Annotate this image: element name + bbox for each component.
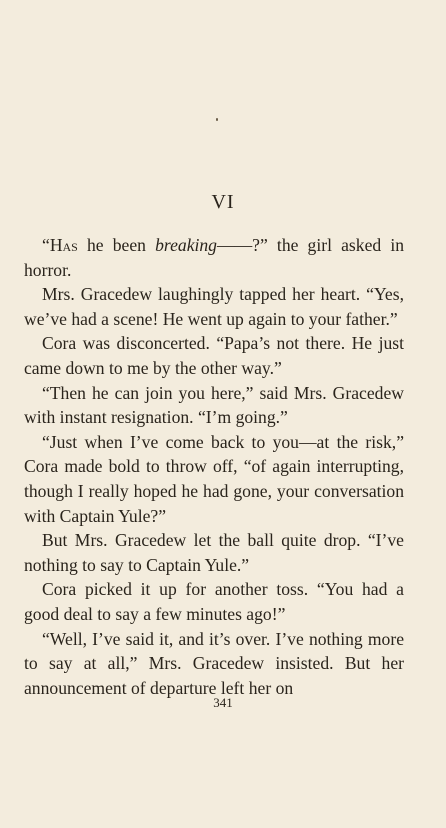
chapter-heading: VI bbox=[211, 191, 235, 213]
paragraph: “Just when I’ve come back to you—at the risk,” Cora made bold to throw off, “of again interrupting, though I really hoped he had gone, your conversation with Captain Yule?” bbox=[24, 431, 404, 526]
body-text bbox=[24, 233, 404, 700]
paper-speck bbox=[216, 118, 218, 121]
page-number: 341 bbox=[213, 695, 233, 710]
emphasis-text: breaking bbox=[155, 235, 217, 255]
paragraph: Cora was disconcerted. “Papa’s not there. He just came down to me by the other way.” bbox=[24, 333, 404, 378]
paragraph: Mrs. Gracedew laughingly tapped her heart. “Yes, we’ve had a scene! He went up again to your father.” bbox=[24, 284, 404, 329]
paragraph: “Then he can join you here,” said Mrs. Gracedew with instant resignation. “I’m going.” bbox=[24, 382, 404, 428]
paragraph: Cora picked it up for another toss. “You had a good deal to say a few minutes ago!” bbox=[24, 579, 404, 624]
paragraph bbox=[24, 233, 404, 282]
drop-word: Has bbox=[49, 235, 78, 255]
opening-quote: “ bbox=[42, 235, 50, 255]
paragraph-text: he been bbox=[77, 235, 156, 255]
paragraph: “Well, I’ve said it, and it’s over. I’ve nothing more to say at all,” Mrs. Gracedew insisted. But her announcement of departure left her on bbox=[24, 628, 404, 698]
paragraph-text: ——?” the girl asked in horror. bbox=[24, 235, 404, 280]
paragraph: But Mrs. Gracedew let the ball quite drop. “I’ve nothing to say to Captain Yule.” bbox=[24, 530, 404, 575]
